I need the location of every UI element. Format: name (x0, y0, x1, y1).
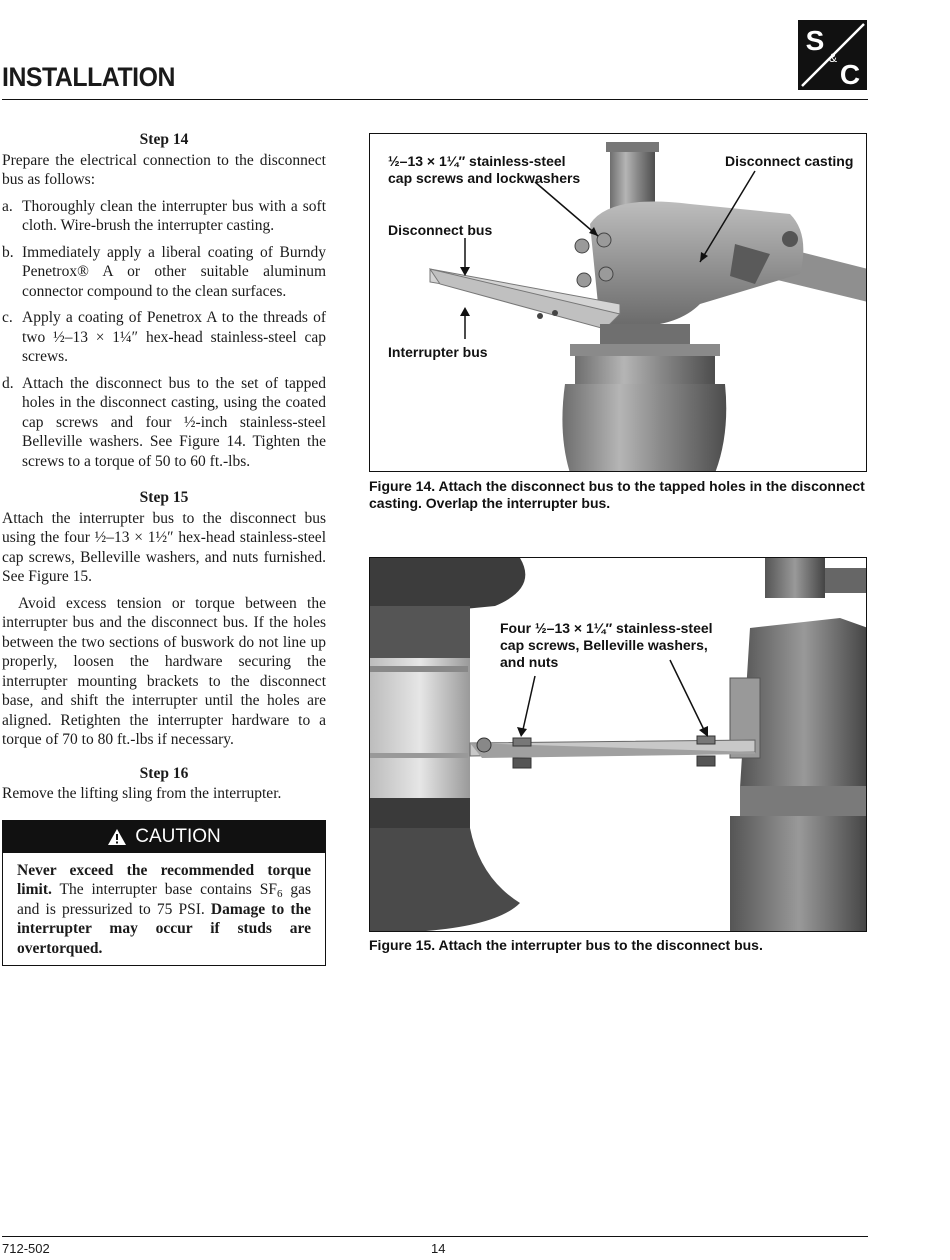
callout-cap-screws: ½–13 × 1¼″ stainless-steel cap screws and lockwashers (388, 153, 581, 186)
footer-rule (2, 1236, 868, 1237)
list-item: a. Thoroughly clean the interrupter bus with a soft cloth. Wire-brush the interrupter casting. (2, 197, 326, 234)
caution-text: Never exceed the recommended torque limit. The interrupter base contains $SF_6$ gas and is pressurized to 75 PSI. Damage to the interrupter may occur if studs are overtorqued. (17, 861, 311, 957)
logo-letter-c: C (839, 59, 861, 90)
step15-para2: Avoid excess tension or torque between the interrupter bus and the disconnect bus. If the holes between the two sections of buswork do not line up properly, loosen the hardware securing the interrupter mounting brackets to the disconnect base, and shift the interrupter until the holes are aligned. Retighten the interrupter hardware to a torque of 70 to 80 ft.-lbs if necessary. (2, 594, 326, 748)
step15-title: Step 15 (139, 489, 189, 506)
instructions-column (2, 130, 326, 966)
figure-15-photo (369, 557, 867, 932)
logo-letter-s: S (805, 25, 825, 56)
figure-15-caption: Figure 15. Attach the interrupter bus to the disconnect bus. (369, 937, 763, 953)
sc-logo (798, 20, 867, 90)
page-number: 14 (431, 1241, 446, 1256)
list-item: b. Immediately apply a liberal coating of Burndy Penetrox® A or other suitable aluminum connector compound to the clean surfaces. (2, 243, 326, 300)
step14-intro: Prepare the electrical connection to the disconnect bus as follows: (2, 151, 326, 188)
callout-interrupter-bus: Interrupter bus (388, 344, 488, 360)
caution-header (3, 821, 325, 853)
list-item: d. Attach the disconnect bus to the set of tapped holes in the disconnect casting, using the coated cap screws and four ½-inch stainless-steel Belleville washers. See Figure 14. Tighten the screws to a torque of 50 to 60 ft.-lbs. (2, 374, 326, 470)
callout-disconnect-bus: Disconnect bus (388, 222, 493, 238)
caution-heading: CAUTION (135, 825, 221, 847)
step14-list (2, 197, 326, 472)
callout-disconnect-casting: Disconnect casting (725, 153, 854, 169)
figure-14-caption: Figure 14. Attach the disconnect bus to the tapped holes in the disconnect casting. Overlap the interrupter bus. (369, 478, 865, 511)
document-number: 712-502 (2, 1241, 50, 1256)
step15-para1: Attach the interrupter bus to the disconnect bus using the four ½–13 × 1½″ hex-head stainless-steel cap screws, Belleville washers, and nuts furnished. See Figure 15. (2, 509, 326, 585)
page-title: INSTALLATION (2, 62, 175, 92)
figure-15-illustration (370, 558, 867, 932)
caution-box (2, 820, 326, 967)
step16-text: Remove the lifting sling from the interrupter. (2, 785, 282, 802)
logo-ampersand: & (828, 51, 838, 65)
step16-title: Step 16 (139, 764, 189, 782)
list-item: c. Apply a coating of Penetrox A to the threads of two ½–13 × 1¼″ hex-head stainless-steel cap screws. (2, 309, 326, 365)
callout-screws-washers-nuts: Four ½–13 × 1¼″ stainless-steel cap screws, Belleville washers, and nuts (500, 620, 713, 670)
header-rule (2, 99, 868, 100)
warning-triangle-icon (107, 828, 127, 846)
step14-title: Step 14 (139, 131, 189, 148)
figure-14-photo (369, 133, 867, 472)
